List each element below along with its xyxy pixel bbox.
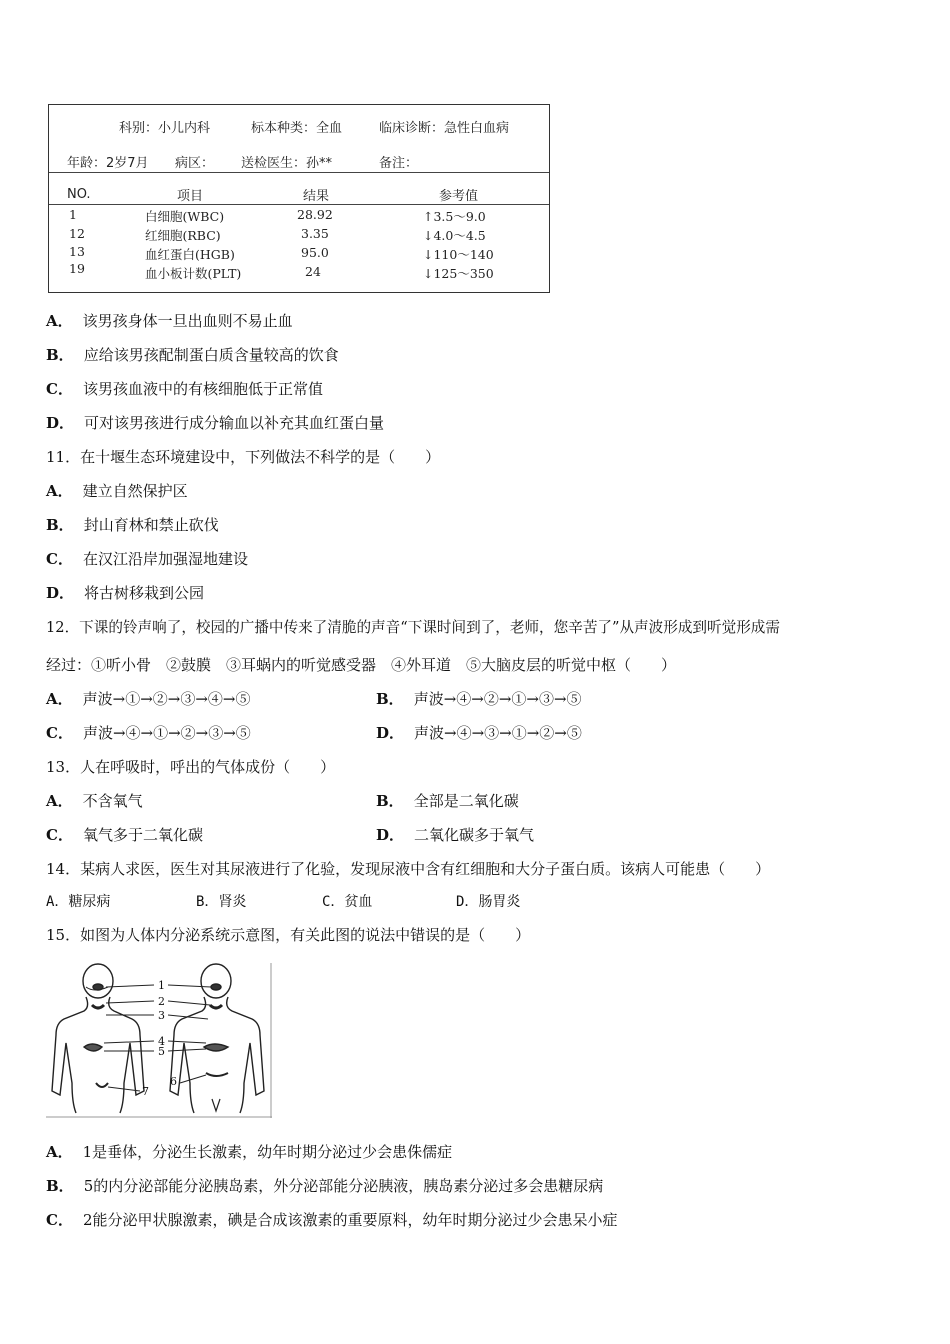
option-label: A． bbox=[46, 482, 73, 500]
figure-label-1: 1 bbox=[158, 979, 165, 992]
report-divider-mid bbox=[49, 204, 549, 205]
q13-option-d[interactable] bbox=[376, 825, 534, 845]
option-text: 肠胃炎 bbox=[478, 894, 521, 910]
option-text: 该男孩身体一旦出血则不易止血 bbox=[82, 312, 293, 330]
thyroid-right bbox=[210, 1005, 222, 1008]
report-row-ref: ↓125～350 bbox=[423, 266, 494, 281]
q14-option-d[interactable] bbox=[456, 892, 520, 912]
option-text: 氧气多于二氧化碳 bbox=[82, 826, 203, 844]
report-row-ref: ↓110～140 bbox=[423, 247, 494, 262]
option-text: 声波→④→③→①→②→⑤ bbox=[414, 724, 582, 742]
report-header-no: NO. bbox=[67, 187, 91, 202]
report-header-item: 项目 bbox=[177, 189, 204, 204]
report-row-ref: ↓4.0～4.5 bbox=[423, 228, 486, 243]
option-label: A． bbox=[46, 312, 73, 330]
option-text: 声波→④→①→②→③→⑤ bbox=[82, 724, 251, 742]
right-body-outline-right bbox=[227, 997, 264, 1113]
option-text: 可对该男孩进行成分输血以补充其血红蛋白量 bbox=[84, 414, 385, 432]
option-label: C． bbox=[46, 550, 73, 568]
q12-stem-line1: 12．下课的铃声响了，校园的广播中传来了清脆的声音“下课时间到了，老师，您辛苦了”从声波形成到听觉形成需 bbox=[46, 619, 780, 636]
figure-label-2: 2 bbox=[158, 995, 165, 1008]
report-row-result: 28.92 bbox=[297, 207, 333, 222]
q14-option-c[interactable] bbox=[322, 892, 456, 912]
figure-label-7: 7 bbox=[142, 1085, 149, 1098]
left-body-outline bbox=[52, 997, 88, 1113]
q10-option-c[interactable] bbox=[46, 379, 323, 399]
q13-option-a[interactable] bbox=[46, 792, 143, 810]
option-label: A． bbox=[46, 1143, 73, 1161]
report-row-ref: ↑3.5～9.0 bbox=[423, 209, 486, 224]
option-text: 建立自然保护区 bbox=[82, 482, 188, 500]
option-text: 糖尿病 bbox=[68, 894, 111, 910]
report-row-result: 24 bbox=[305, 264, 321, 279]
endocrine-system-figure bbox=[46, 963, 272, 1118]
report-row-no: 12 bbox=[69, 226, 85, 241]
option-text: 声波→④→②→①→③→⑤ bbox=[413, 690, 582, 708]
q13-stem: 13．人在呼吸时，呼出的气体成份（ ） bbox=[46, 758, 336, 776]
report-row-item: 血红蛋白(HGB) bbox=[145, 247, 235, 262]
report-row-no: 19 bbox=[69, 261, 85, 276]
report-age: 年龄：2岁7月 bbox=[67, 156, 149, 171]
pituitary-gland-left bbox=[93, 984, 103, 990]
q13-options-row1 bbox=[46, 791, 906, 811]
q12-option-a[interactable] bbox=[46, 690, 250, 708]
report-row-item: 白细胞(WBC) bbox=[145, 209, 225, 224]
option-text: 应给该男孩配制蛋白质含量较高的饮食 bbox=[83, 346, 339, 364]
q12-option-c[interactable] bbox=[46, 724, 251, 742]
q11-option-d[interactable] bbox=[46, 583, 204, 603]
option-label: D． bbox=[46, 414, 75, 432]
q10-option-d[interactable] bbox=[46, 413, 384, 433]
report-row-item: 血小板计数(PLT) bbox=[145, 266, 242, 281]
q15-option-a[interactable] bbox=[46, 1142, 452, 1162]
q13-option-b[interactable] bbox=[376, 791, 519, 811]
option-label: A． bbox=[46, 690, 73, 708]
option-text: 封山育林和禁止砍伐 bbox=[83, 516, 219, 534]
option-text: 1是垂体，分泌生长激素，幼年时期分泌过少会患侏儒症 bbox=[82, 1143, 453, 1161]
report-header-ref: 参考值 bbox=[439, 189, 479, 204]
q15-option-b[interactable] bbox=[46, 1176, 603, 1196]
option-label: D． bbox=[456, 894, 479, 910]
report-diagnosis: 临床诊断：急性白血病 bbox=[379, 121, 510, 136]
q14-stem: 14．某病人求医，医生对其尿液进行了化验，发现尿液中含有红细胞和大分子蛋白质。该病人可能患（ ） bbox=[46, 860, 771, 878]
right-body-outline bbox=[170, 997, 206, 1113]
adrenal-left bbox=[84, 1044, 102, 1051]
option-label: D． bbox=[376, 724, 405, 742]
report-sample: 标本种类：全血 bbox=[251, 121, 343, 136]
q11-option-a[interactable] bbox=[46, 481, 188, 501]
option-label: B． bbox=[196, 894, 219, 910]
report-row-no: 1 bbox=[69, 207, 77, 222]
option-label: C． bbox=[46, 724, 73, 742]
option-text: 全部是二氧化碳 bbox=[413, 792, 519, 810]
q14-option-a[interactable] bbox=[46, 892, 196, 912]
q11-stem: 11．在十堰生态环境建设中，下列做法不科学的是（ ） bbox=[46, 448, 441, 466]
option-label: D． bbox=[376, 826, 405, 844]
report-row-no: 13 bbox=[69, 244, 85, 259]
option-label: A． bbox=[46, 894, 69, 910]
option-text: 在汉江沿岸加强湿地建设 bbox=[82, 550, 248, 568]
figure-label-6: 6 bbox=[170, 1075, 177, 1088]
q14-option-b[interactable] bbox=[196, 892, 322, 912]
q11-option-c[interactable] bbox=[46, 549, 248, 569]
pituitary-gland-right bbox=[211, 984, 221, 990]
option-text: 贫血 bbox=[344, 894, 373, 910]
option-label: C． bbox=[322, 894, 345, 910]
report-note: 备注： bbox=[379, 156, 419, 171]
left-body-outline-right bbox=[109, 997, 144, 1113]
option-label: B． bbox=[376, 690, 404, 708]
figure-label-5: 5 bbox=[158, 1045, 165, 1058]
option-text: 2能分泌甲状腺激素，碘是合成该激素的重要原料，幼年时期分泌过少会患呆小症 bbox=[82, 1211, 618, 1229]
figure-label-4: 4 bbox=[158, 1035, 165, 1048]
option-text: 不含氧气 bbox=[82, 792, 143, 810]
option-label: D． bbox=[46, 584, 75, 602]
figure-label-3: 3 bbox=[158, 1009, 165, 1022]
left-head-outline bbox=[83, 964, 113, 998]
option-label: B． bbox=[46, 1177, 74, 1195]
q12-stem-line2: 经过：①听小骨 ②鼓膜 ③耳蜗内的听觉感受器 ④外耳道 ⑤大脑皮层的听觉中枢（ ） bbox=[46, 656, 677, 674]
report-ward: 病区： bbox=[175, 156, 215, 171]
option-label: B． bbox=[376, 792, 404, 810]
option-label: C． bbox=[46, 380, 73, 398]
pancreas-right bbox=[204, 1044, 228, 1051]
q12-options-row2 bbox=[46, 723, 906, 743]
report-header-result: 结果 bbox=[303, 189, 330, 204]
q12-options-row1 bbox=[46, 689, 906, 709]
q13-options-row2 bbox=[46, 825, 906, 845]
report-divider-top bbox=[49, 172, 549, 173]
q10-option-b[interactable] bbox=[46, 345, 339, 365]
option-text: 二氧化碳多于氧气 bbox=[414, 826, 535, 844]
q14-options-row bbox=[46, 892, 520, 912]
report-row-item: 红细胞(RBC) bbox=[145, 228, 221, 243]
q13-option-c[interactable] bbox=[46, 826, 203, 844]
q10-option-a[interactable] bbox=[46, 311, 293, 331]
thyroid-left bbox=[92, 1005, 104, 1008]
option-text: 将古树移栽到公园 bbox=[84, 584, 205, 602]
option-text: 该男孩血液中的有核细胞低于正常值 bbox=[82, 380, 323, 398]
option-text: 声波→①→②→③→④→⑤ bbox=[82, 690, 251, 708]
report-doctor: 送检医生：孙** bbox=[241, 156, 333, 171]
q11-option-b[interactable] bbox=[46, 515, 219, 535]
report-dept: 科别：小儿内科 bbox=[119, 121, 211, 136]
q15-stem: 15．如图为人体内分泌系统示意图，有关此图的说法中错误的是（ ） bbox=[46, 926, 531, 944]
option-label: A． bbox=[46, 792, 73, 810]
option-label: C． bbox=[46, 826, 73, 844]
report-row-result: 3.35 bbox=[301, 226, 329, 241]
option-label: C． bbox=[46, 1211, 73, 1229]
report-row-result: 95.0 bbox=[301, 245, 329, 260]
option-label: B． bbox=[46, 516, 74, 534]
option-label: B． bbox=[46, 346, 74, 364]
option-text: 5的内分泌部能分泌胰岛素，外分泌部能分泌胰液，胰岛素分泌过多会患糖尿病 bbox=[83, 1177, 604, 1195]
q12-option-d[interactable] bbox=[376, 723, 582, 743]
q12-option-b[interactable] bbox=[376, 689, 582, 709]
option-text: 肾炎 bbox=[218, 894, 247, 910]
q15-option-c[interactable] bbox=[46, 1210, 618, 1230]
lab-report-figure bbox=[48, 104, 550, 293]
right-head-outline bbox=[201, 964, 231, 998]
